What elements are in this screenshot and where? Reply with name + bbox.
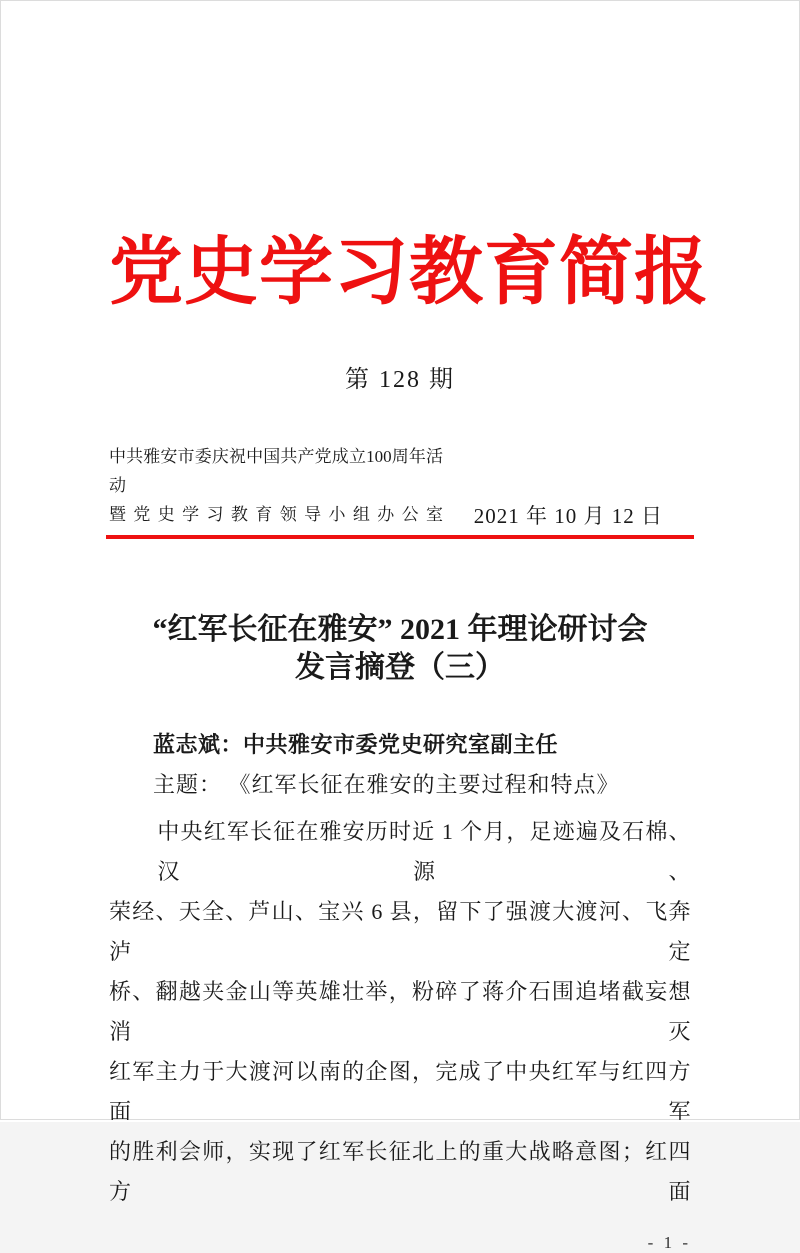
topic-line: 主题： 《红军长征在雅安的主要过程和特点》 [153, 771, 620, 797]
article-title-line-1: “红军长征在雅安” 2021 年理论研讨会 [152, 612, 648, 646]
red-divider-rule [106, 535, 694, 539]
article-body [109, 812, 691, 1212]
speaker-line: 蓝志斌：中共雅安市委党史研究室副主任 [153, 731, 559, 757]
issuer-line-2: 暨党史学习教育领导小组办公室 [109, 504, 443, 524]
body-line: 荣经、天全、芦山、宝兴 6 县，留下了强渡大渡河、飞奔泸定 [109, 898, 691, 964]
body-line: 红军主力于大渡河以南的企图，完成了中央红军与红四方面军 [109, 1058, 691, 1124]
issuer-block [109, 442, 443, 529]
issue-number: 第 128 期 [345, 366, 455, 393]
article-title-line-2: 发言摘登（三） [295, 650, 505, 684]
body-line: 中央红军长征在雅安历时近 1 个月，足迹遍及石棉、汉源、 [157, 818, 691, 884]
issuer-line-1: 中共雅安市委庆祝中国共产党成立100周年活动 [109, 446, 443, 495]
body-line: 桥、翻越夹金山等英雄壮举，粉碎了蒋介石围追堵截妄想消灭 [109, 978, 691, 1044]
issuer-row [109, 442, 691, 529]
body-line: 的胜利会师，实现了红军长征北上的重大战略意图；红四方面 [109, 1138, 691, 1204]
masthead-title: 党史学习教育简报 [109, 232, 709, 314]
issue-date: 2021 年 10 月 12 日 [473, 503, 663, 528]
article-title [109, 611, 691, 687]
page-content [1, 229, 799, 1253]
page-number: - 1 - [647, 1232, 691, 1252]
